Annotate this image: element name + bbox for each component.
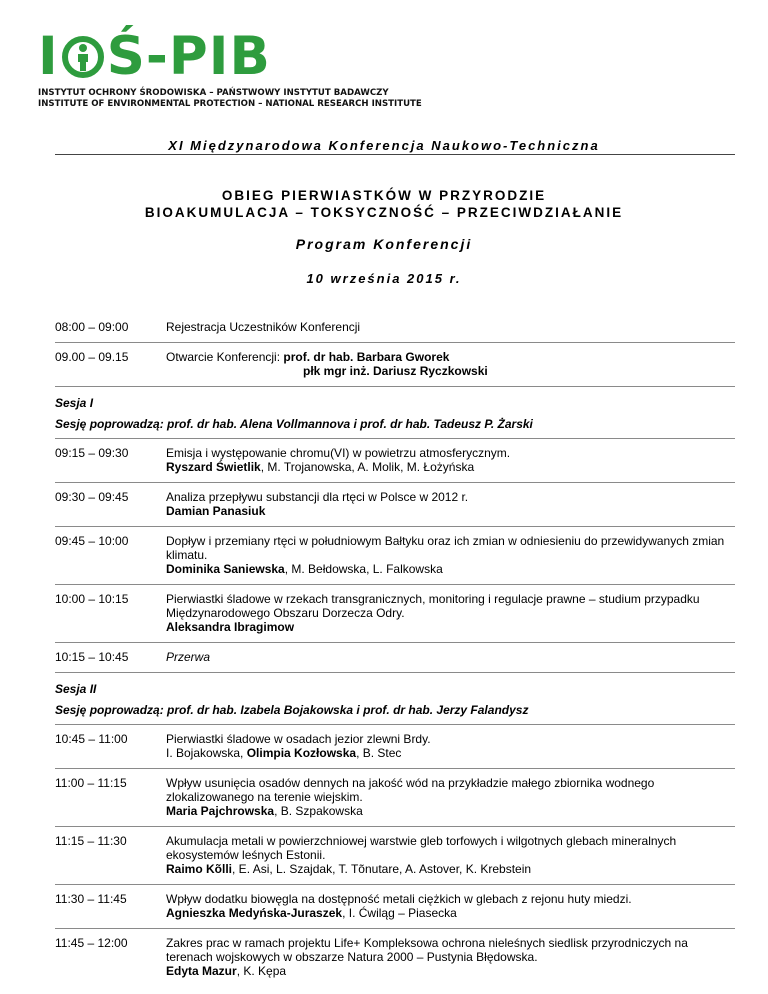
title-line-1: OBIEG PIERWIASTKÓW W PRZYRODZIE: [221, 188, 547, 203]
header-divider: [55, 154, 735, 155]
talk-title: Wpływ dodatku biowęgla na dostępność metali ciężkich w glebach z rejonu huty miedzi.: [166, 892, 632, 906]
time-slot: 10:00 – 10:15: [55, 592, 129, 606]
conference-name: XI Międzynarodowa Konferencja Naukowo-Techniczna: [168, 138, 600, 153]
institute-logo: [38, 26, 422, 110]
schedule-row: [55, 532, 735, 578]
opening-label: Otwarcie Konferencji:: [166, 350, 281, 364]
co-authors: , B. Szpakowska: [274, 804, 363, 818]
talk-authors: [166, 504, 735, 518]
co-authors: , M. Trojanowska, A. Molik, M. Łożyńska: [260, 460, 475, 474]
presenting-author: Damian Panasiuk: [166, 504, 266, 518]
time-slot: 09:45 – 10:00: [55, 534, 129, 548]
person-circle-icon: [61, 35, 105, 79]
talk-authors: [166, 862, 735, 876]
title-line-2: BIOAKUMULACJA – TOKSYCZNOŚĆ – PRZECIWDZIAŁANIE: [144, 205, 624, 220]
talk-authors: [166, 746, 735, 760]
schedule-row: [55, 730, 735, 762]
talk-title: Dopływ i przemiany rtęci w południowym Bałtyku oraz ich zmian w odniesieniu do przewidywanych zmian klimatu.: [166, 534, 725, 562]
row-divider: [55, 884, 735, 885]
schedule-row: [55, 348, 735, 380]
time-slot: 11:30 – 11:45: [55, 892, 127, 906]
session-name: Sesja II: [55, 682, 97, 696]
schedule-row: [55, 774, 735, 820]
co-authors: , E. Asi, L. Szajdak, T. Tõnutare, A. Astover, K. Krebstein: [232, 862, 532, 876]
schedule-item-text: Rejestracja Uczestników Konferencji: [166, 320, 361, 334]
opening-guest: płk mgr inż. Dariusz Ryczkowski: [303, 364, 488, 378]
first-author: I. Bojakowska,: [166, 746, 247, 760]
schedule-row: [55, 488, 735, 520]
row-divider: [55, 584, 735, 585]
presenting-author: Dominika Saniewska: [166, 562, 285, 576]
talk-title: Akumulacja metali w powierzchniowej warstwie gleb torfowych i wilgotnych glebach mineralnych ekosystemów leśnych Estonii.: [166, 834, 677, 862]
presenting-author: Maria Pajchrowska: [166, 804, 275, 818]
talk-title: Emisja i występowanie chromu(VI) w powietrzu atmosferycznym.: [166, 446, 511, 460]
talk-title: Zakres prac w ramach projektu Life+ Kompleksowa ochrona nieleśnych siedlisk przyrodniczych na terenach wojskowych w obszarze Natura 2000 – Pustynia Błędowska.: [166, 936, 688, 964]
presenting-author: Agnieszka Medyńska-Juraszek: [166, 906, 343, 920]
session-chairs: Sesję poprowadzą: prof. dr hab. Izabela Bojakowska i prof. dr hab. Jerzy Falandysz: [55, 703, 529, 717]
row-divider: [55, 826, 735, 827]
row-divider: [55, 482, 735, 483]
row-divider: [55, 928, 735, 929]
schedule-row: [55, 890, 735, 922]
row-divider: [55, 386, 735, 387]
talk-authors: [166, 620, 735, 634]
time-slot: 11:45 – 12:00: [55, 936, 128, 950]
conference-date: 10 września 2015 r.: [306, 271, 462, 286]
session-name: Sesja I: [55, 396, 94, 410]
logo-acronym-left: I: [38, 26, 59, 87]
co-authors: , B. Stec: [356, 746, 402, 760]
talk-authors: [166, 562, 735, 576]
schedule-row: [55, 590, 735, 636]
program-subtitle: Program Konferencji: [295, 236, 473, 252]
time-slot: 11:15 – 11:30: [55, 834, 127, 848]
talk-authors: [166, 804, 735, 818]
schedule-row: [55, 444, 735, 476]
logo-mark: [38, 26, 422, 87]
presenting-author: Aleksandra Ibragimow: [166, 620, 295, 634]
row-divider: [55, 526, 735, 527]
logo-caption: [38, 88, 422, 110]
co-authors: , K. Kępa: [236, 964, 287, 978]
talk-authors: [166, 460, 735, 474]
talk-title: Analiza przepływu substancji dla rtęci w Polsce w 2012 r.: [166, 490, 469, 504]
talk-title: Pierwiastki śladowe w osadach jezior zlewni Brdy.: [166, 732, 431, 746]
row-divider: [55, 438, 735, 439]
presenting-author: Ryszard Świetlik: [166, 460, 261, 474]
time-slot: 10:45 – 11:00: [55, 732, 128, 746]
co-authors: , I. Ćwiląg – Piasecka: [342, 906, 457, 920]
session-chairs: Sesję poprowadzą: prof. dr hab. Alena Vollmannova i prof. dr hab. Tadeusz P. Żarski: [55, 417, 533, 431]
row-divider: [55, 642, 735, 643]
time-slot: 09.00 – 09.15: [55, 350, 129, 364]
program-schedule: [55, 318, 735, 980]
presenting-author: Olimpia Kozłowska: [246, 746, 357, 760]
row-divider: [55, 768, 735, 769]
logo-caption-pl: INSTYTUT OCHRONY ŚRODOWISKA – PAŃSTWOWY INSTYTUT BADAWCZY: [38, 88, 389, 98]
schedule-row: [55, 832, 735, 878]
time-slot: 08:00 – 09:00: [55, 320, 129, 334]
document-title: [0, 187, 768, 221]
schedule-row: [55, 648, 735, 666]
talk-authors: [166, 906, 735, 920]
row-divider: [55, 672, 735, 673]
time-slot: 10:15 – 10:45: [55, 650, 129, 664]
presenting-author: Edyta Mazur: [166, 964, 237, 978]
break-label: Przerwa: [166, 650, 211, 664]
time-slot: 09:15 – 09:30: [55, 446, 129, 460]
time-slot: 11:00 – 11:15: [55, 776, 127, 790]
co-authors: , M. Bełdowska, L. Falkowska: [284, 562, 443, 576]
opening-guest: prof. dr hab. Barbara Gworek: [283, 350, 450, 364]
logo-caption-en: INSTITUTE OF ENVIRONMENTAL PROTECTION – NATIONAL RESEARCH INSTITUTE: [38, 99, 422, 109]
logo-acronym-right: Ś-PIB: [106, 26, 271, 87]
talk-title: Pierwiastki śladowe w rzekach transgranicznych, monitoring i regulacje prawne – studium przypadku Międzynarodowego Obszaru Dorzecza Odry.: [166, 592, 700, 620]
talk-title: Wpływ usunięcia osadów dennych na jakość wód na przykładzie małego zbiornika wodnego zlokalizowanego na terenie wiejskim.: [166, 776, 655, 804]
schedule-row: [55, 934, 735, 980]
presenting-author: Raimo Kõlli: [166, 862, 233, 876]
time-slot: 09:30 – 09:45: [55, 490, 129, 504]
schedule-row: [55, 318, 735, 336]
talk-authors: [166, 964, 735, 978]
row-divider: [55, 342, 735, 343]
row-divider: [55, 724, 735, 725]
